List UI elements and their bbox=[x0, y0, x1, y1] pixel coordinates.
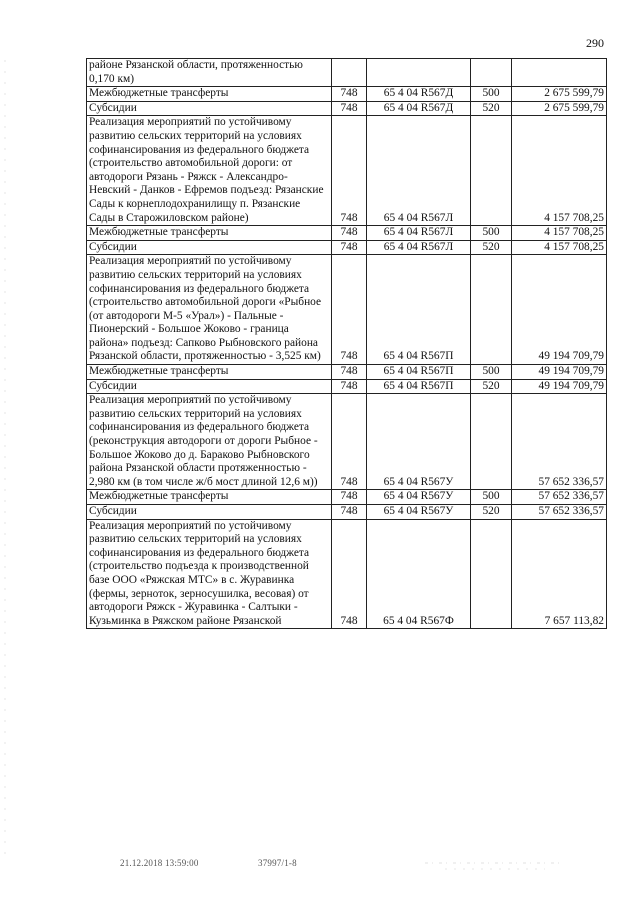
row-name: Субсидии bbox=[87, 101, 332, 116]
table-row bbox=[87, 116, 607, 226]
table-row bbox=[87, 490, 607, 505]
row-code: 748 bbox=[332, 379, 367, 394]
row-sum: 4 157 708,25 bbox=[512, 116, 607, 226]
row-sum: 49 194 709,79 bbox=[512, 255, 607, 365]
row-code: 748 bbox=[332, 505, 367, 520]
row-name: Межбюджетные трансферты bbox=[87, 87, 332, 102]
row-sum: 57 652 336,57 bbox=[512, 490, 607, 505]
row-kcsr: 65 4 04 R567Д bbox=[367, 87, 471, 102]
table-row bbox=[87, 255, 607, 365]
row-sum: 57 652 336,57 bbox=[512, 394, 607, 490]
row-code: 748 bbox=[332, 240, 367, 255]
table-row bbox=[87, 101, 607, 116]
row-kvr bbox=[471, 519, 512, 629]
row-name: Реализация мероприятий по устойчивому развитию сельских территорий на условиях софинансирования из федерального бюджета (строительство автомобильной дороги: от автодороги Рязань - Ряжск - Александро-Невский - Данков - Ефремов подъезд: Рязанские Сады к корнеплодохранилищу п. Рязанские Сады в Старожиловском районе) bbox=[87, 116, 332, 226]
budget-table-body bbox=[87, 59, 607, 629]
row-sum: 4 157 708,25 bbox=[512, 226, 607, 241]
row-kcsr: 65 4 04 R567У bbox=[367, 490, 471, 505]
scan-noise bbox=[425, 858, 565, 872]
row-sum: 49 194 709,79 bbox=[512, 379, 607, 394]
row-code: 748 bbox=[332, 226, 367, 241]
table-row bbox=[87, 240, 607, 255]
row-name: Межбюджетные трансферты bbox=[87, 365, 332, 380]
budget-table bbox=[86, 58, 607, 629]
row-code: 748 bbox=[332, 365, 367, 380]
row-kcsr: 65 4 04 R567П bbox=[367, 365, 471, 380]
page-number: 290 bbox=[586, 36, 604, 50]
row-sum: 2 675 599,79 bbox=[512, 101, 607, 116]
row-name: Межбюджетные трансферты bbox=[87, 490, 332, 505]
row-kcsr: 65 4 04 R567Д bbox=[367, 101, 471, 116]
row-kcsr: 65 4 04 R567П bbox=[367, 379, 471, 394]
row-sum: 57 652 336,57 bbox=[512, 505, 607, 520]
row-code bbox=[332, 59, 367, 87]
row-code: 748 bbox=[332, 255, 367, 365]
row-sum: 49 194 709,79 bbox=[512, 365, 607, 380]
row-kvr: 500 bbox=[471, 87, 512, 102]
table-row bbox=[87, 379, 607, 394]
row-name: Субсидии bbox=[87, 505, 332, 520]
row-sum: 4 157 708,25 bbox=[512, 240, 607, 255]
row-sum: 7 657 113,82 bbox=[512, 519, 607, 629]
row-kvr: 520 bbox=[471, 379, 512, 394]
row-kcsr: 65 4 04 R567Л bbox=[367, 226, 471, 241]
row-name: районе Рязанской области, протяженностью 0,170 км) bbox=[87, 59, 332, 87]
row-name: Субсидии bbox=[87, 240, 332, 255]
row-sum: 2 675 599,79 bbox=[512, 87, 607, 102]
footer-document-id: 37997/1-8 bbox=[258, 858, 297, 868]
row-name: Межбюджетные трансферты bbox=[87, 226, 332, 241]
row-code: 748 bbox=[332, 519, 367, 629]
row-code: 748 bbox=[332, 490, 367, 505]
row-kvr bbox=[471, 59, 512, 87]
row-name: Реализация мероприятий по устойчивому развитию сельских территорий на условиях софинансирования из федерального бюджета (строительство автомобильной дороги «Рыбное (от автодороги М-5 «Урал») - Пальные - Пионерский - Большое Жоково - граница района» подъезд: Сапково Рыбновского района Рязанской области, протяженностью - 3,525 км) bbox=[87, 255, 332, 365]
row-kvr: 500 bbox=[471, 490, 512, 505]
scan-edge-marks bbox=[2, 60, 8, 860]
row-kcsr: 65 4 04 R567Л bbox=[367, 240, 471, 255]
row-code: 748 bbox=[332, 116, 367, 226]
footer-timestamp: 21.12.2018 13:59:00 bbox=[120, 858, 199, 868]
row-sum bbox=[512, 59, 607, 87]
row-kvr: 520 bbox=[471, 505, 512, 520]
row-kcsr: 65 4 04 R567Ф bbox=[367, 519, 471, 629]
table-row bbox=[87, 59, 607, 87]
table-row bbox=[87, 519, 607, 629]
row-kcsr bbox=[367, 59, 471, 87]
row-kcsr: 65 4 04 R567У bbox=[367, 505, 471, 520]
table-row bbox=[87, 394, 607, 490]
row-kvr: 500 bbox=[471, 365, 512, 380]
row-kcsr: 65 4 04 R567П bbox=[367, 255, 471, 365]
row-kvr: 520 bbox=[471, 240, 512, 255]
row-kvr bbox=[471, 255, 512, 365]
table-row bbox=[87, 226, 607, 241]
row-name: Субсидии bbox=[87, 379, 332, 394]
row-kvr bbox=[471, 394, 512, 490]
row-code: 748 bbox=[332, 87, 367, 102]
row-name: Реализация мероприятий по устойчивому развитию сельских территорий на условиях софинансирования из федерального бюджета (реконструкция автодороги от дороги Рыбное - Большое Жоково до д. Бараково Рыбновского района Рязанской области протяженностью - 2,980 км (в том числе ж/б мост длиной 12,6 м)) bbox=[87, 394, 332, 490]
table-row bbox=[87, 365, 607, 380]
row-name: Реализация мероприятий по устойчивому развитию сельских территорий на условиях софинансирования из федерального бюджета (строительство подъезда к производственной базе ООО «Ряжская МТС» в с. Журавинка (фермы, зерноток, зерносушилка, весовая) от автодороги Ряжск - Журавинка - Салтыки - Кузьминка в Ряжском районе Рязанской bbox=[87, 519, 332, 629]
row-kvr: 520 bbox=[471, 101, 512, 116]
row-kvr: 500 bbox=[471, 226, 512, 241]
table-row bbox=[87, 505, 607, 520]
row-kcsr: 65 4 04 R567У bbox=[367, 394, 471, 490]
row-kvr bbox=[471, 116, 512, 226]
table-row bbox=[87, 87, 607, 102]
row-kcsr: 65 4 04 R567Л bbox=[367, 116, 471, 226]
row-code: 748 bbox=[332, 394, 367, 490]
row-code: 748 bbox=[332, 101, 367, 116]
